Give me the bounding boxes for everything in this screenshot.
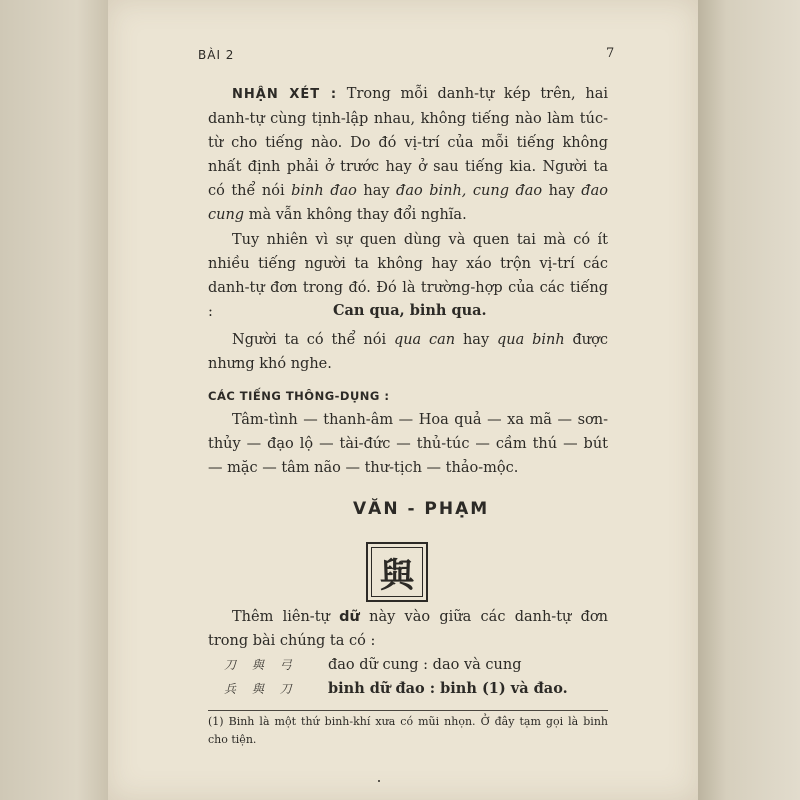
- footnote-rule: [208, 710, 608, 711]
- text-segment: Thêm liên-tự: [232, 609, 340, 625]
- intro-text: [208, 605, 608, 653]
- common-words-text: Tâm-tình — thanh-âm — Hoa quả — xa mã — sơn-thủy — đạo lộ — tài-đức — thủ-túc — cầm thú — bút — mặc — tâm não — thư-tịch — thảo-mộc.: [208, 412, 608, 476]
- remark-lead: NHẬN XÉT :: [232, 87, 338, 102]
- example-text-1: đao dữ cung : dao và cung: [328, 657, 522, 673]
- text-segment: đao binh, cung đao: [396, 183, 543, 199]
- common-words-paragraph: [208, 408, 608, 480]
- text-segment: đao cung: [208, 183, 608, 223]
- book-page: [108, 0, 698, 800]
- intro-paragraph: [208, 605, 608, 653]
- text-segment: binh đao: [291, 183, 357, 199]
- page-left-margin: [0, 0, 110, 800]
- boxed-character: 與: [371, 547, 423, 597]
- page-number: 7: [606, 46, 615, 61]
- text-segment: Trong mỗi danh-tự kép trên, hai danh-tự cùng tịnh-lập nhau, không tiếng nào làm túc-từ cho tiếng nào. Do đó vị-trí của mỗi tiếng không nhất định phải ở trước hay ở sau tiếng kia. Người ta có thể nói: [208, 86, 608, 199]
- however-text: Tuy nhiên vì sự quen dùng và quen tai mà có ít nhiều tiếng người ta không hay xáo trộn vị-trí các danh-tự đơn trong đó. Đó là trường-hợp của các tiếng :: [208, 232, 608, 320]
- text-segment: này vào giữa các danh-tự đơn trong bài chúng ta có :: [208, 609, 608, 649]
- boxed-character-frame: [366, 542, 428, 602]
- example-text-2: binh dữ đao : binh (1) và đao.: [328, 680, 568, 697]
- example-glyphs-2: 兵 與 刀: [224, 682, 298, 696]
- text-segment: qua binh: [496, 332, 565, 348]
- remark-text: [208, 86, 608, 223]
- grammar-section-title: VĂN - PHẠM: [353, 499, 490, 519]
- note-paragraph: [208, 328, 608, 376]
- text-segment: dữ: [339, 609, 360, 625]
- lesson-header: BÀI 2: [198, 48, 235, 62]
- common-words-heading: CÁC TIẾNG THÔNG-DỤNG :: [208, 389, 390, 403]
- footnote: (1) Binh là một thứ binh-khí xưa có mũi nhọn. Ở đây tạm gọi là binh cho tiện.: [208, 715, 608, 746]
- text-segment: hay: [455, 332, 497, 348]
- example-glyphs-1: 刀 與 弓: [224, 658, 298, 672]
- text-segment: mà vẫn không thay đổi nghĩa.: [244, 207, 467, 223]
- text-segment: hay: [542, 183, 582, 199]
- text-segment: được nhưng khó nghe.: [208, 332, 608, 372]
- text-segment: hay: [356, 183, 397, 199]
- example-row-2: [216, 680, 616, 697]
- note-text: [208, 328, 608, 376]
- remark-paragraph: [208, 82, 608, 227]
- page-right-margin: [695, 0, 800, 800]
- example-row-1: [216, 656, 616, 673]
- example-phrase: Can qua, binh qua.: [333, 302, 487, 319]
- text-segment: Người ta có thể nói: [232, 332, 394, 348]
- paper-speck: [378, 780, 380, 782]
- text-segment: qua can: [393, 332, 456, 348]
